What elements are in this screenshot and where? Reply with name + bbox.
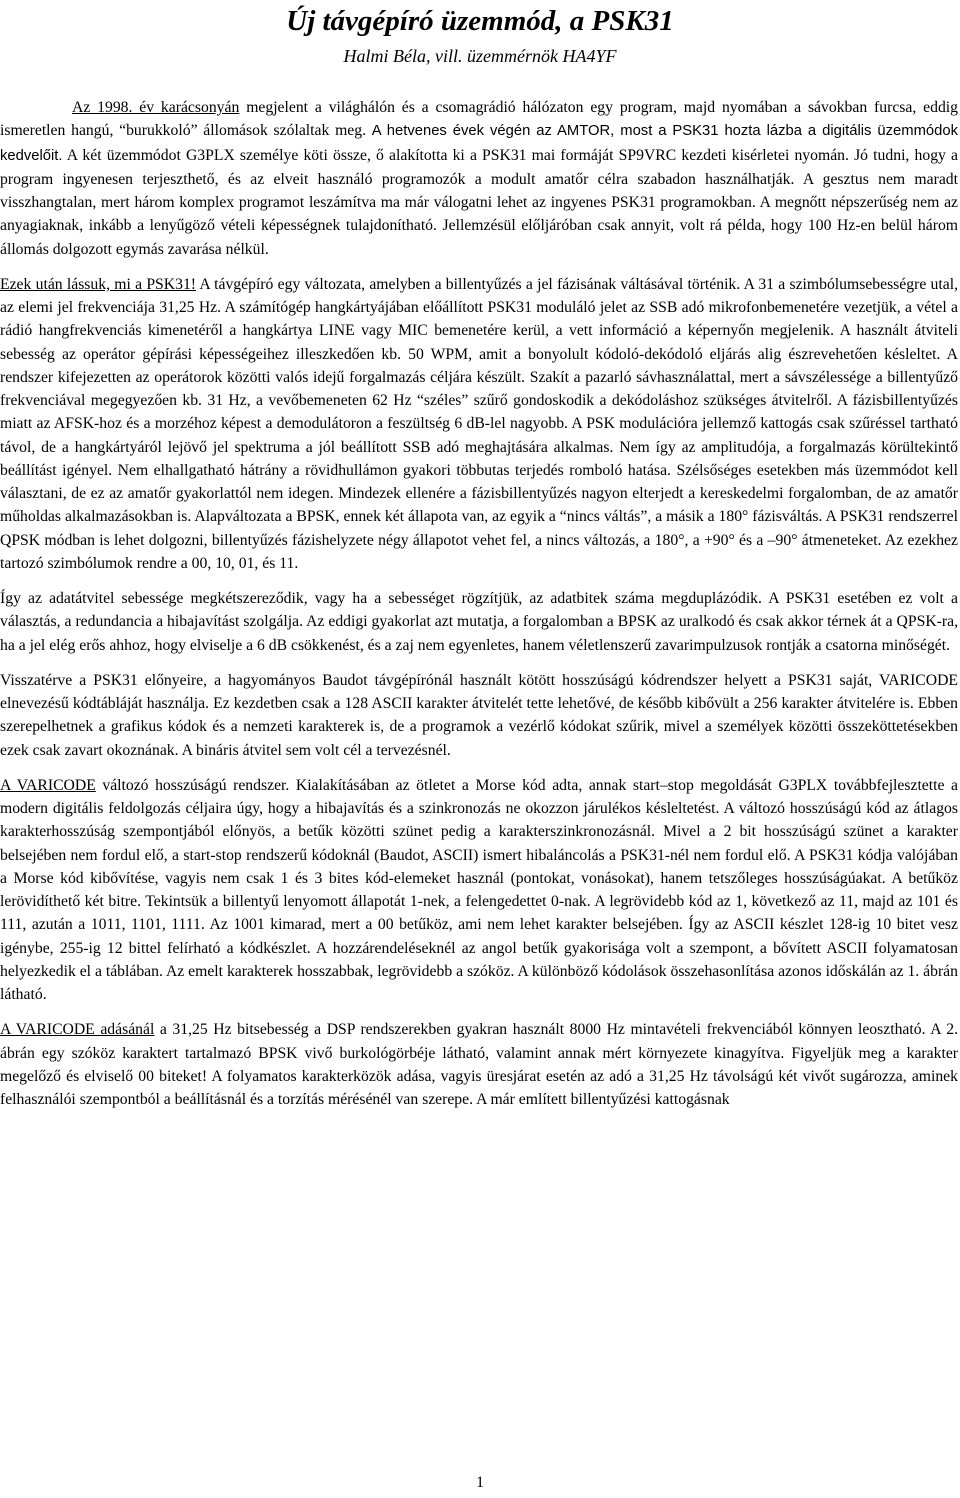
paragraph-text: A két üzemmódot G3PLX személye köti össze, ő alakította ki a PSK31 mai formáját SP9VRC kezdeti kisérletei nyomán. Jó tudni, hogy a program ingyenesen terjeszthető, és az elveit használó programozók a modult amatőr célra szabadon használhatják. A gesztus nem maradt visszhangtalan, mert három komplex programot leszámítva ma már válogatni lehet az ingyenes PSK31 programokban. A megnőtt népszerűség nem az anyagiaknak, inkább a lenyűgöző vételi képességnek tulajdonítható. Jellemzésül előljáróban csak annyit, volt rá példa, hogy 100 Hz-en belül három állomás dolgozott egymás zavarása nélkül. bbox=[0, 146, 958, 258]
paragraph-psk31-intro bbox=[0, 273, 958, 575]
paragraph-varicode-system bbox=[0, 774, 958, 1007]
paragraph-text: a 31,25 Hz bitsebesség a DSP rendszerekben gyakran használt 8000 Hz mintavételi frekvenciából könnyen leosztható. A 2. ábrán egy szóköz karaktert tartalmazó BPSK vivő burkológörbéje látható, valamint annak mért környezete kinagyítva. Figyeljük meg a karakter megelőző és elviselő 00 biteket! A folyamatos karakterközök adása, vagyis üresjárat esetén az adó a 31,25 Hz távolságú két vivőt sugározza, aminek felhasználói szempontból a beállításnál és a torzítás mérésénél van szerepe. A már említett billentyűzési kattogásnak bbox=[0, 1021, 958, 1108]
paragraph-varicode-transmission bbox=[0, 1018, 958, 1111]
underlined-phrase: Ezek után lássuk, mi a PSK31! bbox=[0, 275, 197, 293]
paragraph-text: A távgépíró egy változata, amelyben a billentyűzés a jel fázisának váltásával történik. A 31 a szimbólumsebességre utal, az elemi jel frekvenciája 31,25 Hz. A számítógép hangkártyájában előállított PSK31 moduláló jelet az SSB adó mikrofonbemenetére vezetjük, a vétel a rádió hangfrekvenciás kimenetéről a hangkártya LINE vagy MIC bemenetére kerül, a vett információ a képernyőn megjelenik. A használt átviteli sebesség az operátor gépírási képességeihez illeszkedően kb. 50 WPM, amit a bonyolult kódoló-dekódoló eljárás alig észrevehetően késleltet. A rendszer kifejezetten az operátorok közötti valós idejű forgalmazás céljára készült. Szakít a pazarló sávhasználattal, mert a sávszélessége a billentyűző frekvenciával megegyezően kb. 31 Hz, a vevőbemeneten 62 Hz “széles” szűrő gondoskodik a dekódoláshoz szükséges átvitelről. A fázisbillentyűzés miatt az AFSK-hoz és a morzéhoz képest a demodulátoron a feszültség 6 dB-lel nagyobb. A PSK modulációra jellemző kattogás csak szűréssel tartható távol, de a hangkártyáról lejövő jel spektruma a jól beállított SSB adó meghajtására alkalmas. Nem így az amplitudója, a forgalmazás körültekintő beállítást igényel. Nem elhallgatható hátrány a rövidhullámon gyakori többutas terjedés romboló hatása. Szélsőséges esetekben más üzemmódot kell választani, de ez az amatőr gyakorlattól nem idegen. Mindezek ellenére a fázisbillentyűzés nagyon elterjedt a kereskedelmi forgalomban, de az amatőr műholdas alkalmazásokban is. Alapváltozata a BPSK, ennek két állapota van, az egyik a “nincs váltás”, a másik a 180° fázisváltás. A PSK31 rendszerrel QPSK módban is lehet dolgozni, billentyűzés fázishelyzete négy állapotot vehet fel, a nincs változás, a 180°, a +90° és a –90° átmeneteket. Az ezekhez tartozó szimbólumok rendre a 00, 10, 01, és 11. bbox=[0, 275, 958, 572]
sans-serif-sentence: A hetvenes évek végén az AMTOR, most a PSK31 hozta lázba a digitális üzemmódok kedvelőit. bbox=[0, 123, 959, 164]
page-number: 1 bbox=[476, 1474, 484, 1491]
paragraph-text: megjelent a világhálón és a csomagrádió hálózaton egy program, majd nyomában a sávokban furcsa, eddig ismeretlen hangú, “burukkoló” állomások szólaltak meg. bbox=[0, 99, 958, 140]
paragraph-varicode-intro: Visszatérve a PSK31 előnyeire, a hagyományos Baudot távgépírónál használt kötött hosszúságú kódrendszer helyett a PSK31 saját, VARICODE elnevezésű kódtábláját használja. Ez kezdetben csak a 128 ASCII karakter átvitelét tette lehetővé, de később kibővült a 256 karakter átvitelére is. Ebben szerepelhetnek a grafikus kódok és a nemzeti karakterek is, de a programok a vezérlő kódokat szűrik, mivel a személyek közötti összeköttetésekben ezek csak zavart okoznának. A bináris átvitel sem volt cél a tervezésnél. bbox=[0, 671, 958, 759]
document-title: Új távgépíró üzemmód, a PSK31 bbox=[286, 5, 674, 37]
underlined-phrase: Az 1998. év karácsonyán bbox=[72, 99, 240, 116]
underlined-phrase: A VARICODE adásánál bbox=[0, 1021, 155, 1039]
paragraph-qpsk: Így az adatátvitel sebessége megkétszereződik, vagy ha a sebességet rögzítjük, az adatbitek száma megduplázódik. A PSK31 esetében ez volt a választás, a redundancia a hibajavítást szolgálja. Az eddigi gyakorlat azt mutatja, a forgalomban a BPSK az uralkodó és csak akkor térnek át a QPSK-ra, ha a jel elég erős ahhoz, hogy elviselje a 6 dB csökkenést, és a zaj nem egyenletes, hanem véletlenszerű zavarimpulzusok rontják a csatorna minőségét. bbox=[0, 590, 958, 654]
author-line: Halmi Béla, vill. üzemmérnök HA4YF bbox=[343, 46, 617, 66]
paragraph-text: változó hosszúságú rendszer. Kialakításában az ötletet a Morse kód adta, annak start–stop megoldását G3PLX továbbfejlesztette a modern digitális feldolgozás céljaira úgy, hogy a hibajavítás és a szinkronozás ne okozzon járulékos késleltetést. A változó hosszúságú kód az átlagos karakterhosszúság szempontjából előnyös, a betűk közötti szünet pedig a karakterszinkronozásnál. Mivel a 2 bit hosszúságú szünet a karakter belsejében nem fordul elő, a start-stop rendszerű kódoknál (Baudot, ASCII) ismert hibaláncolás a PSK31-nél nem fordul elő. A PSK31 kódja valójában a Morse kód kibővítése, vagyis nem csak 1 és 3 bites kód-elemeket használ (pontokat, vonásokat), hanem tetszőleges hosszúságúakat. A betűköz lerövidíthető két bitre. Tekintsük a billentyű lenyomott állapotát 1-nek, a felengedettet 0-nak. A legrövidebb kód az 1, következő az 11, majd az 101 és 111, azután a 1011, 1101, 1111. Az 1001 kimarad, mert a 00 betűköz, ami nem lehet karakter belsejében. Így az ASCII készlet 128-ig 10 bitet vesz igénybe, 255-ig 12 bittel felírható a kódkészlet. A hozzárendeléseknél az angol betűk gyakorisága volt a szempont, a bővített ASCII folyamatosan helyezkedik el a táblában. Az emelt karakterek hosszabbak, legrövidebb a szóköz. A különböző kódolások összehasonlítása azonos időskálán az 1. ábrán látható. bbox=[0, 776, 958, 1003]
paragraph-intro bbox=[0, 96, 958, 261]
underlined-phrase: A VARICODE bbox=[0, 776, 96, 794]
article-body bbox=[0, 96, 958, 1111]
